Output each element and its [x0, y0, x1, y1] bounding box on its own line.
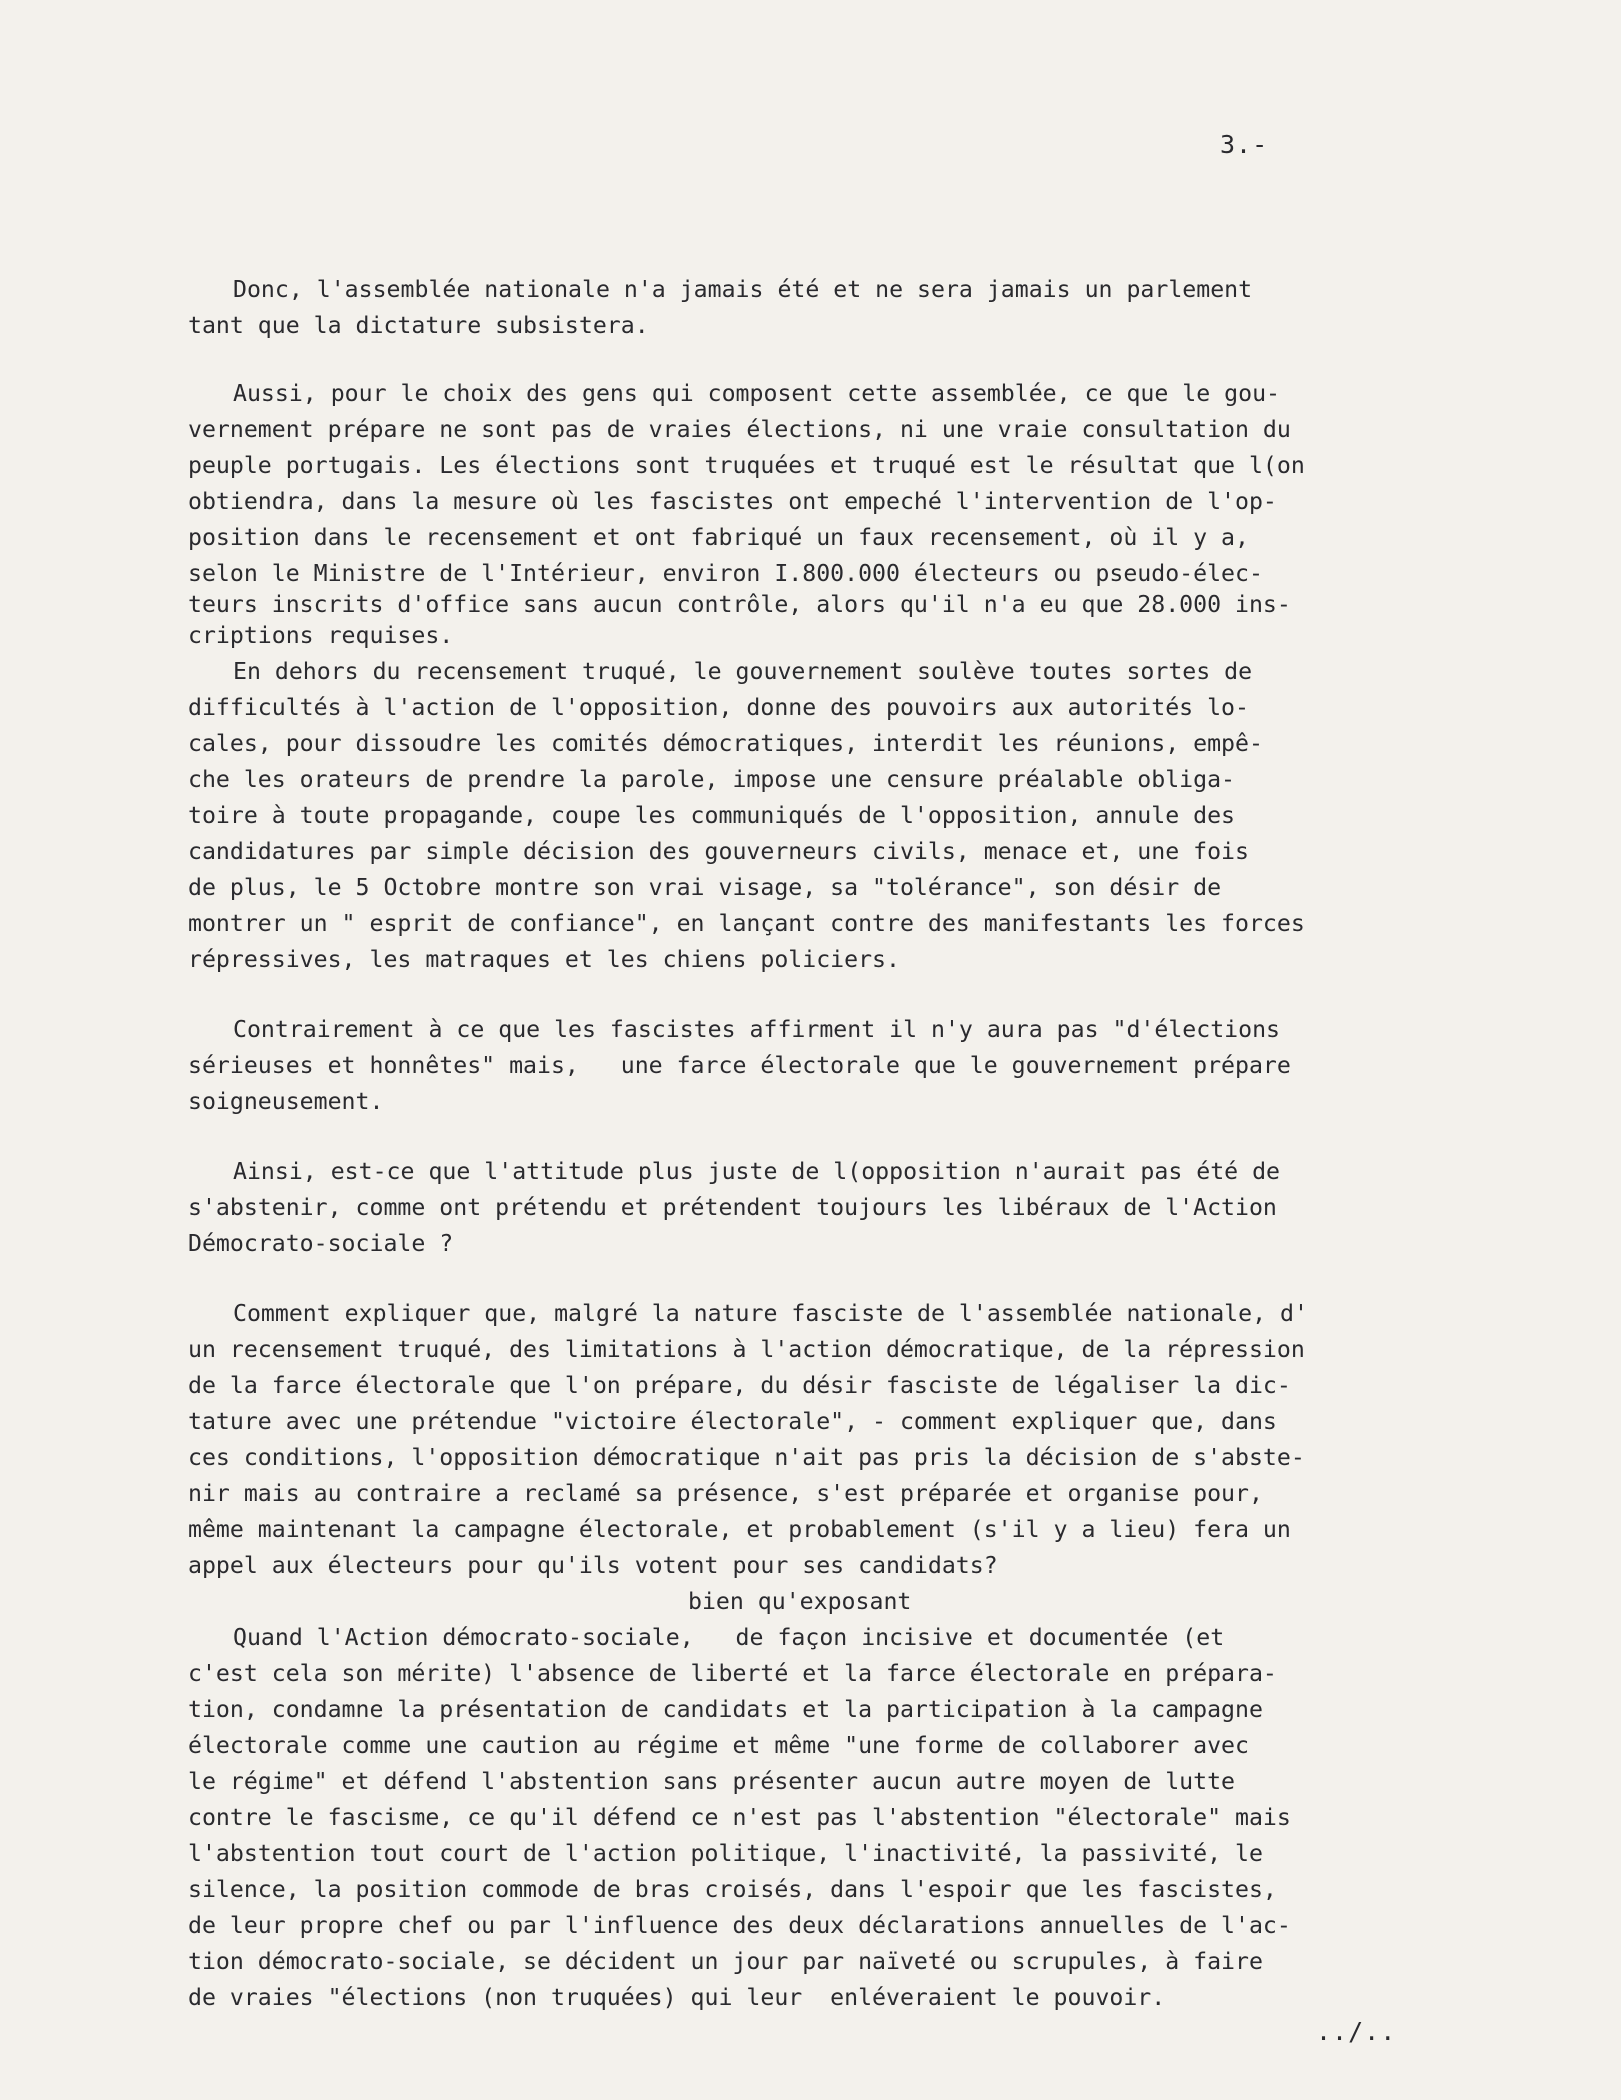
paragraph-spacer: [188, 978, 1448, 1012]
paragraph-spacer: [188, 1262, 1448, 1296]
text-line: de plus, le 5 Octobre montre son vrai visage, sa "tolérance", son désir de: [188, 874, 1222, 901]
paragraph-3: [188, 654, 1448, 978]
text-line: criptions requises.: [188, 622, 454, 649]
text-line: teurs inscrits d'office sans aucun contrôle, alors qu'il n'a eu que 28.000 ins-: [188, 591, 1291, 618]
paragraph-spacer: [188, 1120, 1448, 1154]
text-line: de la farce électorale que l'on prépare, du désir fasciste de légaliser la dic-: [188, 1372, 1291, 1399]
paragraph-4: [188, 1012, 1448, 1120]
text-line: difficultés à l'action de l'opposition, donne des pouvoirs aux autorités lo-: [188, 694, 1249, 721]
text-line: peuple portugais. Les élections sont truquées et truqué est le résultat que l(on: [188, 452, 1305, 479]
text-line: le régime" et défend l'abstention sans présenter aucun autre moyen de lutte: [188, 1768, 1236, 1795]
paragraph-7: [188, 1584, 1448, 2016]
text-line: un recensement truqué, des limitations à l'action démocratique, de la répression: [188, 1336, 1305, 1363]
text-line: montrer un " esprit de confiance", en lançant contre des manifestants les forces: [188, 910, 1305, 937]
text-line: même maintenant la campagne électorale, et probablement (s'il y a lieu) fera un: [188, 1516, 1291, 1543]
page-number: 3.-: [1220, 130, 1269, 159]
text-line: vernement prépare ne sont pas de vraies élections, ni une vraie consultation du: [188, 416, 1291, 443]
text-line: Comment expliquer que, malgré la nature fasciste de l'assemblée nationale, d': [233, 1300, 1308, 1327]
text-line: che les orateurs de prendre la parole, impose une censure préalable obliga-: [188, 766, 1236, 793]
text-line: Quand l'Action démocrato-sociale, de façon incisive et documentée (et: [233, 1624, 1225, 1651]
text-line: Aussi, pour le choix des gens qui composent cette assemblée, ce que le gou-: [233, 380, 1281, 407]
text-line: Donc, l'assemblée nationale n'a jamais été et ne sera jamais un parlement: [233, 276, 1253, 303]
text-line: répressives, les matraques et les chiens policiers.: [188, 946, 900, 973]
paragraph-5: [188, 1154, 1448, 1262]
text-line: ces conditions, l'opposition démocratique n'ait pas pris la décision de s'abste-: [188, 1444, 1305, 1471]
text-line: silence, la position commode de bras croisés, dans l'espoir que les fascistes,: [188, 1876, 1277, 1903]
text-line: l'abstention tout court de l'action politique, l'inactivité, la passivité, le: [188, 1840, 1263, 1867]
text-line: électorale comme une caution au régime et même "une forme de collaborer avec: [188, 1732, 1249, 1759]
document-body: [188, 272, 1448, 2016]
text-line: de leur propre chef ou par l'influence des deux déclarations annuelles de l'ac-: [188, 1912, 1291, 1939]
paragraph-6: [188, 1296, 1448, 1584]
continuation-mark: ../..: [1316, 2017, 1397, 2046]
inserted-phrase: bien qu'exposant: [688, 1588, 912, 1615]
text-line: En dehors du recensement truqué, le gouvernement soulève toutes sortes de: [233, 658, 1253, 685]
text-line: obtiendra, dans la mesure où les fascistes ont empeché l'intervention de l'op-: [188, 488, 1277, 515]
text-line: tant que la dictature subsistera.: [188, 312, 649, 339]
paragraph-spacer: [188, 344, 1448, 376]
text-line: Contrairement à ce que les fascistes affirment il n'y aura pas "d'élections: [233, 1016, 1281, 1043]
text-line: Ainsi, est-ce que l'attitude plus juste de l(opposition n'aurait pas été de: [233, 1158, 1281, 1185]
text-line: sérieuses et honnêtes" mais, une farce électorale que le gouvernement prépare: [188, 1052, 1291, 1079]
text-line: tature avec une prétendue "victoire électorale", - comment expliquer que, dans: [188, 1408, 1277, 1435]
text-line: nir mais au contraire a reclamé sa présence, s'est préparée et organise pour,: [188, 1480, 1263, 1507]
text-line: c'est cela son mérite) l'absence de liberté et la farce électorale en prépara-: [188, 1660, 1277, 1687]
text-line: de vraies "élections (non truquées) qui leur enléveraient le pouvoir.: [188, 1984, 1166, 2011]
text-line: position dans le recensement et ont fabriqué un faux recensement, où il y a,: [188, 524, 1249, 551]
paragraph-2: [188, 376, 1448, 654]
text-line: candidatures par simple décision des gouverneurs civils, menace et, une fois: [188, 838, 1249, 865]
text-line: contre le fascisme, ce qu'il défend ce n'est pas l'abstention "électorale" mais: [188, 1804, 1291, 1831]
text-line: s'abstenir, comme ont prétendu et prétendent toujours les libéraux de l'Action: [188, 1194, 1277, 1221]
text-line: selon le Ministre de l'Intérieur, environ I.800.000 électeurs ou pseudo-élec-: [188, 560, 1263, 587]
text-line: appel aux électeurs pour qu'ils votent pour ses candidats?: [188, 1552, 998, 1579]
text-line: toire à toute propagande, coupe les communiqués de l'opposition, annule des: [188, 802, 1236, 829]
text-line: tion démocrato-sociale, se décident un jour par naïveté ou scrupules, à faire: [188, 1948, 1263, 1975]
text-line: Démocrato-sociale ?: [188, 1230, 454, 1257]
text-line: soigneusement.: [188, 1088, 384, 1115]
paragraph-1: [188, 272, 1448, 344]
text-line: tion, condamne la présentation de candidats et la participation à la campagne: [188, 1696, 1263, 1723]
text-line: cales, pour dissoudre les comités démocratiques, interdit les réunions, empê-: [188, 730, 1263, 757]
